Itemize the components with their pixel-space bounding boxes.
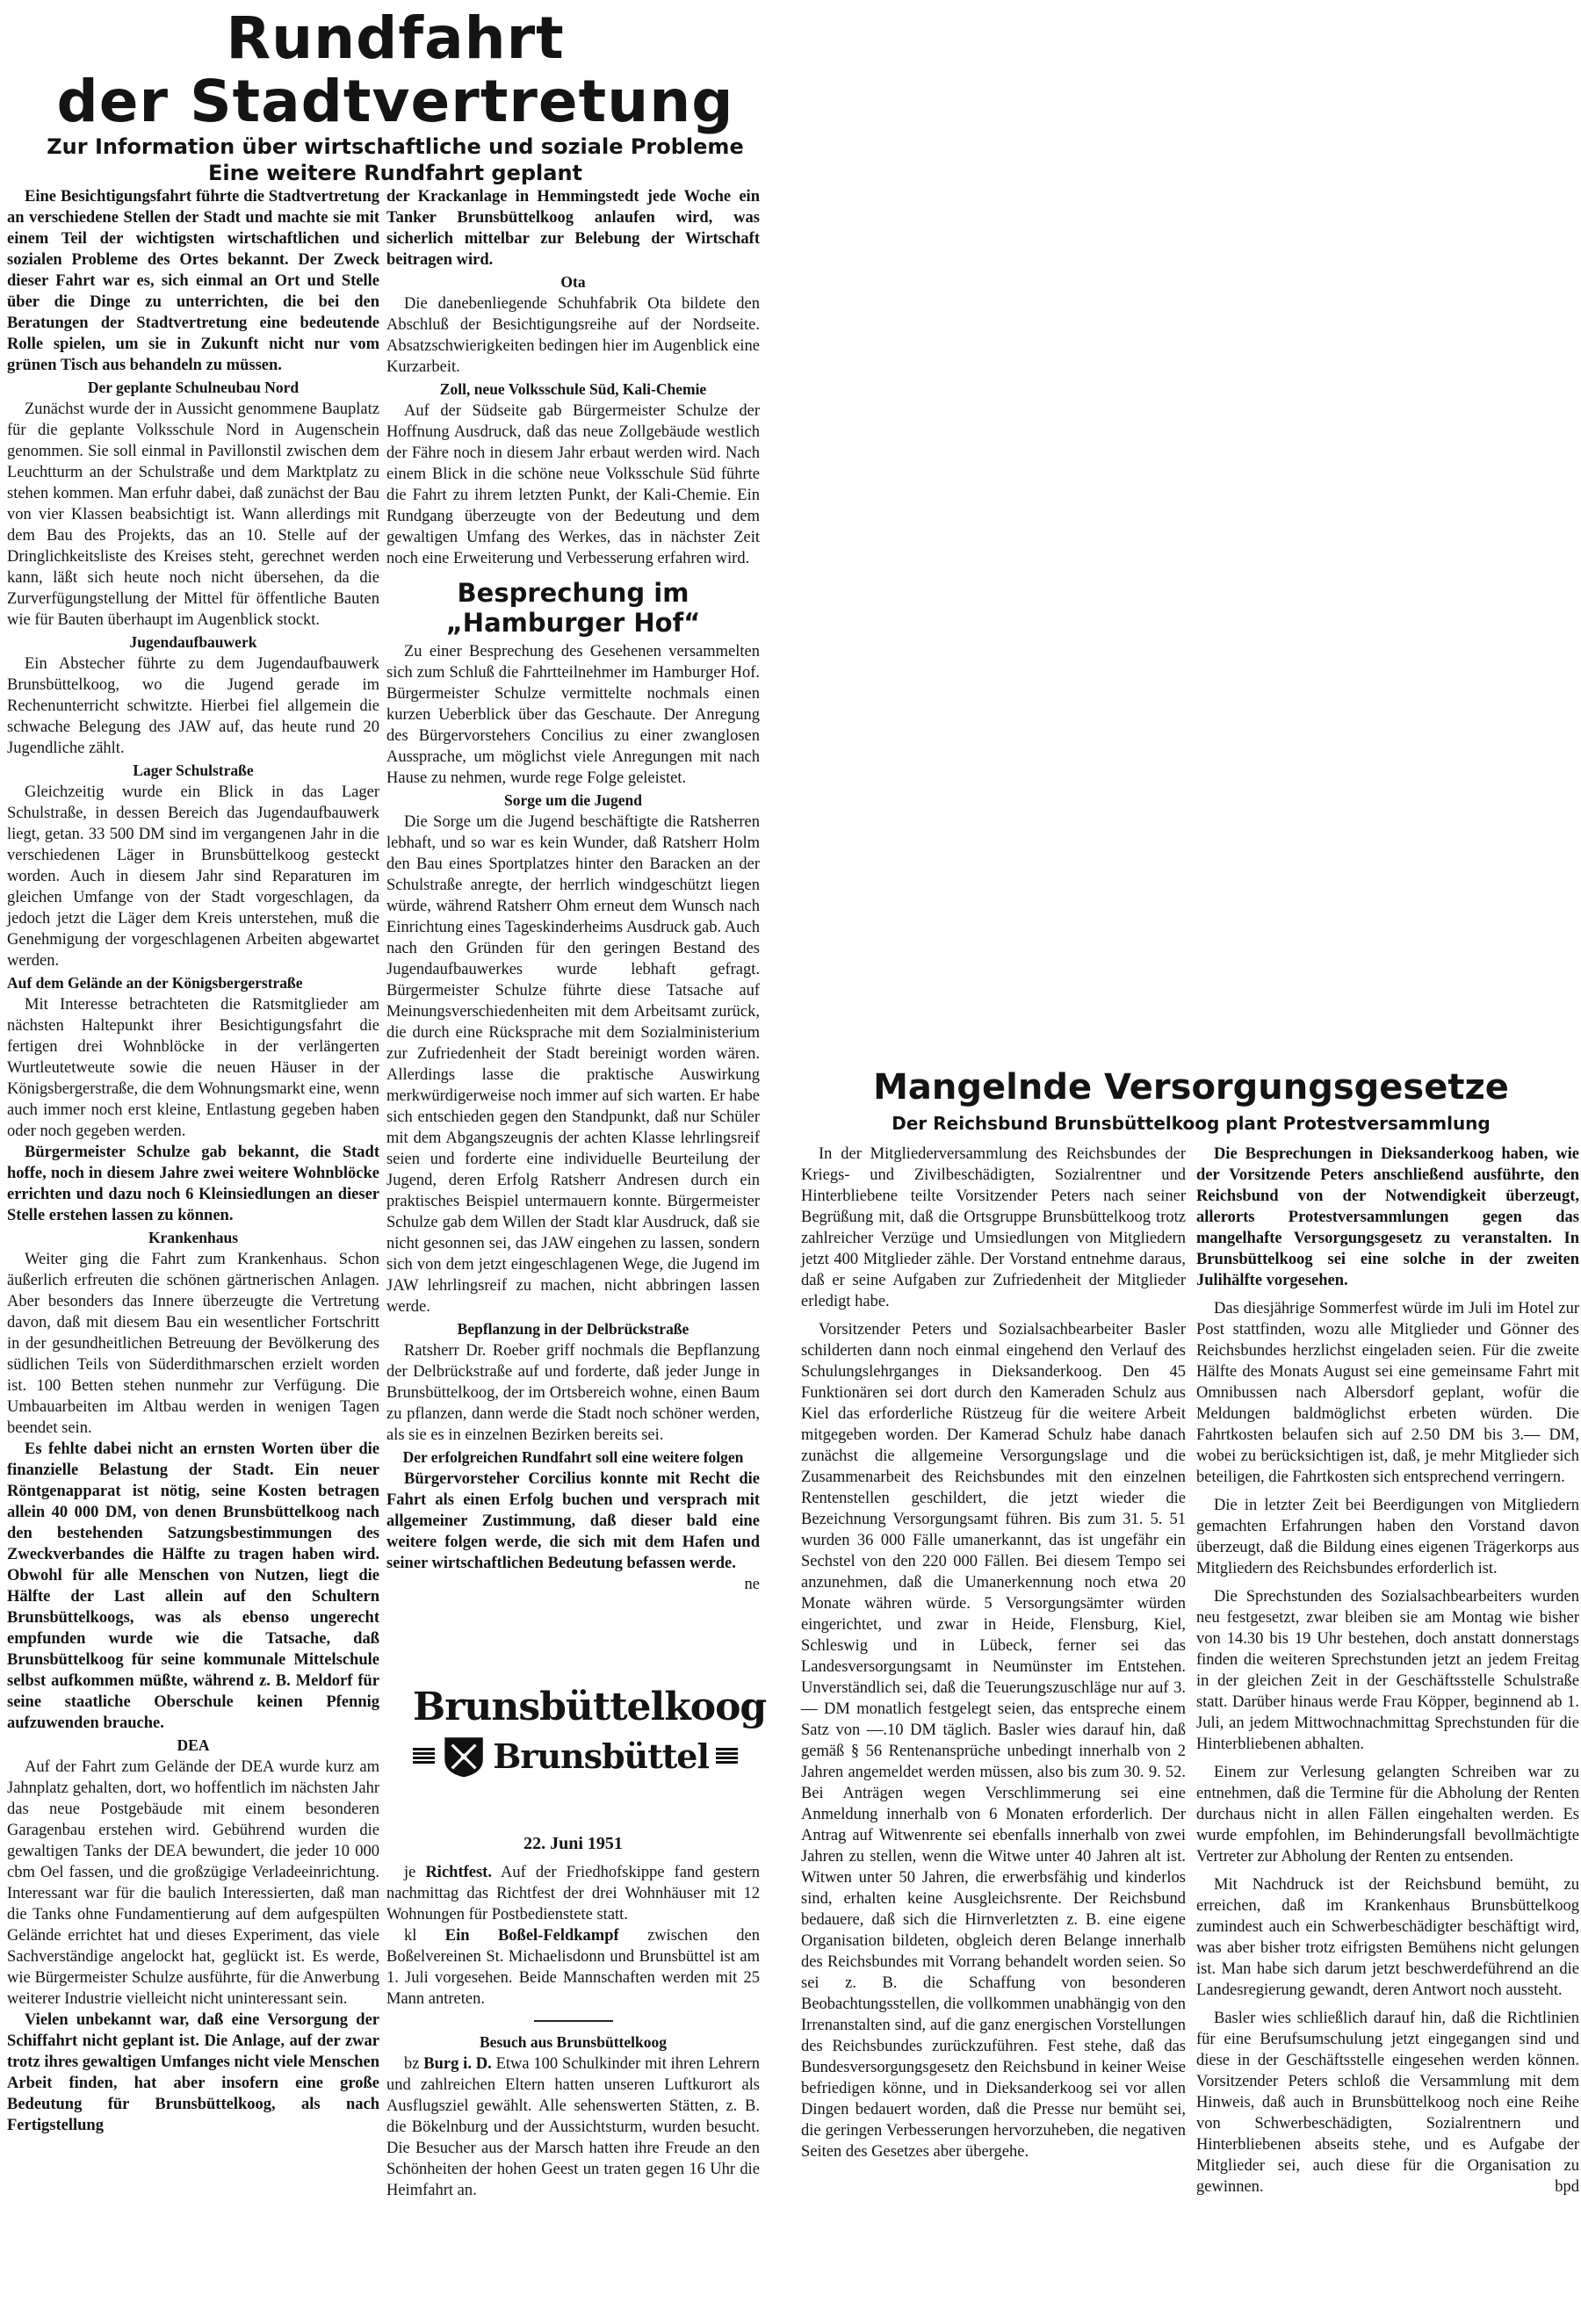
article1-column-1	[7, 186, 379, 2136]
paragraph: Basler wies schließlich darauf hin, daß die Richtlinien für eine Berufsumschulung jetzt eingegangen sind und diese in der Geschäftsstelle eingesehen werden können. Vorsitzender Peters schloß die Versammlung mit dem Hinweis, daß auch in Brunsbüttelkoog noch eine Reihe von Schwerbeschädigten, Sozialrentnern und Hinterbliebenen abseits stehe, und es Aufgabe der Mitglieder sei, auch diese für die Organisation zu gewinnen. bpd	[1196, 2010, 1579, 2196]
section-heading: DEA	[177, 1736, 210, 1754]
paragraph: Die Besprechungen in Dieksanderkoog haben, wie der Vorsitzende Peters anschließend ausführte, den Reichsbund von der Notwendigkeit überzeugt, allerorts Protestversammlungen gegen das mangelhafte Versorgungsgesetz zu veranstalten. In Brunsbüttelkoog sei eine solche in der zweiten Julihälfte vorgesehen.	[1196, 1145, 1579, 1289]
section-heading: Zoll, neue Volksschule Süd, Kali-Chemie	[439, 380, 707, 398]
section-heading: Lager Schulstraße	[133, 761, 254, 779]
paragraph: Mit Interesse betrachteten die Ratsmitglieder am nächsten Haltepunkt ihrer Besichtigungsfahrt die fertigen drei Wohnblöcke in der verlängerten Wurtleutetweute sowie die neuen Häuser in der Königsbergerstraße, die dem Wohnungsmarkt eine, wenn auch immer noch erst kleine, Entlastung gegeben haben oder noch gegeben werden.	[7, 996, 379, 1140]
article2-column-2	[1196, 1144, 1579, 2198]
article1-column-2	[386, 186, 760, 1595]
paragraph: In der Mitgliederversammlung des Reichsbundes der Kriegs- und Zivilbeschädigten, Sozialrentner und Hinterbliebene teilte Vorsitzender Peters nach seiner Begrüßung mit, daß die Ortsgruppe Brunsbüttelkoog trotz zahlreicher Verzüge und Umsiedlungen von Mitgliedern jetzt 400 Mitglieder zähle. Der Vorstand entnehme daraus, daß er seine Aufgaben zur Zufriedenheit der Mitglieder erledigt habe.	[801, 1145, 1186, 1310]
local-news-column	[386, 1862, 760, 2201]
paragraph: Es fehlte dabei nicht an ernsten Worten über die finanzielle Belastung der Stadt. Ein neuer Röntgenapparat ist nötig, seine Kosten betragen allein 40 000 DM, von denen Brunsbüttelkoog nach den bestehenden Satzungsbestimmungen des Zweckverbandes die Hälfte zu tragen haben wird. Obwohl für alle Menschen von Nutzen, liegt die Hälfte der Last allein auf den Schultern Brunsbüttelkoogs, was als ebenso ungerecht empfunden wurde wie die Tatsache, daß Brunsbüttelkoog für seine kommunale Mittelschule selbst aufkommen müßte, während z. B. Meldorf für seine staatliche Oberschule keinen Pfennig aufzuwenden brauche.	[7, 1440, 379, 1732]
section-heading: Ota	[560, 273, 586, 291]
news-item-visit: bz Burg i. D. Etwa 100 Schulkinder mit ihren Lehrern und zahlreichen Eltern hatten unseren Luftkurort als Ausflugsziel gewählt. Alle sehenswerten Stätten, z. B. die Bökelnburg und der Aussichtsturm, wurden besucht. Die Besucher aus der Marsch hatten ihre Freude an den Schönheiten der hohen Geest un traten gegen 16 Uhr die Heimfahrt an.	[386, 2055, 761, 2199]
section-heading: Auf dem Gelände an der Königsbergerstraße	[7, 974, 303, 992]
section-heading: Der erfolgreichen Rundfahrt soll eine weitere folgen	[402, 1448, 744, 1466]
local-news-date: 22. Juni 1951	[523, 1834, 623, 1853]
paragraph: Die Sprechstunden des Sozialsachbearbeiters wurden neu festgesetzt, zwar bleiben sie am Montag wie bisher von 14.30 bis 19 Uhr bestehen, doch anstatt donnerstags finden die weiteren Sprechstunden jetzt an jedem Freitag in der gleichen Zeit in der Geschäftsstelle Schulstraße statt. Darüber hinaus werde Frau Köpper, beginnend ab 1. Juli, an jedem Mittwochnachmittag Sprechstunden für die Hinterbliebenen abhalten.	[1196, 1588, 1579, 1753]
paragraph: Weiter ging die Fahrt zum Krankenhaus. Schon äußerlich erfreuten die schönen gärtnerischen Anlagen. Aber besonders das Innere überzeugte die Vertretung davon, daß mit diesem Bau ein wesentlicher Fortschritt in der gesundheitlichen Betreuung der Bevölkerung des südlichen Teils von Süderdithmarschen erzielt worden ist. 100 Betten stehen nunmehr zur Verfügung. Die Umbauarbeiten im Altbau werden in wenigen Tagen beendet sein.	[7, 1251, 379, 1437]
author-signature: ne	[744, 1576, 760, 1593]
paragraph: Vielen unbekannt war, daß eine Versorgung der Schiffahrt nicht geplant ist. Die Anlage, auf der zwar trotz ihres gewaltigen Umfanges nicht viele Menschen Arbeit finden, hat aber insofern eine große Bedeutung für Brunsbüttelkoog, als nach Fertigstellung	[7, 2011, 379, 2134]
paragraph: der Krackanlage in Hemmingstedt jede Woche ein Tanker Brunsbüttelkoog anlaufen wird, was sicherlich mittelbar zur Belebung der Wirtschaft beitragen wird.	[386, 188, 760, 269]
paragraph: Die Sorge um die Jugend beschäftigte die Ratsherren lebhaft, und so war es kein Wunder, daß Ratsherr Holm den Bau eines Sportplatzes hinter den Baracken an der Schulstraße anregte, der herrlich windgeschützt liegen würde, während Ratsherr Ohm erneut dem Wunsch nach Einrichtung eines Tageskinderheims Ausdruck gab. Auch nach den Gründen für den geringen Bestand des Jugendaufbauwerkes wurde lebhaft gefragt. Bürgermeister Schulze führte diese Tatsache auf Meinungsverschiedenheiten mit dem Arbeitsamt zurück, die durch eine Rücksprache mit dem Sozialministerium zur Zufriedenheit der Stadt bereinigt worden wären. Allerdings lasse die praktische Auswirkung merkwürdigerweise noch immer auf sich warten. Er habe sich entschieden gegen den Standpunkt, daß nur Schüler mit dem Abgangszeugnis der achten Klasse lehrlingsreif seien und forderte eine individuelle Beurteilung der Jugend, deren Erfolg Ratsherr Andresen durch ein praktisches Beispiel untermauern konnte. Bürgermeister Schulze gab dem Willen der Stadt klar Ausdruck, daß sie nicht gesonnen sei, das JAW eingehen zu lassen, sondern sich von dem jetzt eingeschlagenen Wege, die Jugend im JAW lehrlingsreif zu machen, nicht abbringen lassen werde.	[386, 813, 760, 1316]
paragraph-gap	[1196, 1291, 1579, 1298]
article2-headline: Mangelnde Versorgungsgesetze	[873, 1067, 1509, 1108]
paragraph-gap	[1196, 1488, 1579, 1495]
paragraph: Vorsitzender Peters und Sozialsachbearbeiter Basler schilderten dann noch einmal eingehend den Verlauf des Schulungslehrganges in Dieksanderkoog. Den 45 Funktionären sei dort durch den Kameraden Schulz aus Kiel das erforderliche Rüstzeug für die weitere Arbeit mitgegeben worden. Der Kamerad Schulz habe danach zunächst die allgemeine Versorgungslage und die Zusammenarbeit des Reichsbundes mit den einzelnen Rentenstellen geschildert, die jetzt wieder die Bezeichnung Versorgungsamt führen. Bis zum 31. 5. 51 wurden 36 000 Fälle umanerkannt, das ist ungefähr ein Sechstel von den 220 000 Fällen. Bei diesem Tempo sei anzunehmen, daß die Umanerkennung noch etwa 20 Monate währen würde. 5 Versorgungsämter würden eingerichtet, und zwar in Heide, Flensburg, Kiel, Schleswig und in Lübeck, ferner sei das Landesversorgungsamt in Neumünster im Entstehen. Unverständlich sei, daß die Teuerungszuschläge nur auf 3.— DM monatlich festgelegt seien, das entspreche einem Satz von —.10 DM täglich. Basler wies darauf hin, daß gemäß § 56 Rentenansprüche unbedingt innerhalb von 2 Jahren angemeldet werden müssen, also bis zum 30. 9. 52. Bei Anträgen wegen Verschlimmerung sei eine Anmeldung innerhalb von 6 Monaten erforderlich. Der Antrag auf Witwenrente sei ebenfalls innerhalb von zwei Jahren zu stellen, wenn die Witwe unter 40 Jahren alt ist. Witwen unter 50 Jahren, die erwerbsfähig und kinderlos sind, erhalten keine Ausgleichsrente. Der Reichsbund bedauere, daß sich die Hirnverletzten z. B. eine eigene Organisation bildeten, obgleich deren Belange innerhalb des Reichsbundes mit Vorrang behandelt worden seien. So sei z. B. die Schaffung von besonderen Beobachtungsstellen, die vollkommen unabhängig von den Irrenanstalten sind, auf die ganz energischen Vorstellungen des Reichsbundes zurückzuführen. Fest stehe, daß das Bundesversorgungsgesetz den Reichsbund in keiner Weise befriedigen könne, und in Dieksanderkoog sei vor allen Dingen bedauert worden, daß die Presse nur bemüht sei, die geringen Verbesserungen hervorzuheben, die negativen Seiten des Gesetzes aber übergehe.	[801, 1321, 1186, 2161]
section-heading-large: Besprechung im „Hamburger Hof“	[445, 578, 701, 638]
section-heading: Sorge um die Jugend	[503, 791, 643, 809]
article-headline: Rundfahrt der Stadtvertretung	[56, 4, 734, 135]
paragraph: Eine Besichtigungsfahrt führte die Stadtvertretung an verschiedene Stellen der Stadt und machte sie mit einem Teil der wichtigsten wirtschaftlichen und sozialen Probleme des Ortes bekannt. Der Zweck dieser Fahrt war es, sich einmal an Ort und Stelle über die Dinge zu unterrichten, die bei den Beratungen der Stadtvertretung eine bedeutende Rolle spielen, um sie in Zukunft nicht nur vom grünen Tisch aus behandeln zu müssen.	[7, 188, 379, 374]
article-subheadline: Zur Information über wirtschaftliche und soziale Probleme Eine weitere Rundfahrt geplant	[47, 134, 744, 185]
author-signature: bpd	[1555, 2178, 1579, 2196]
section-heading: Bepflanzung in der Delbrückstraße	[457, 1320, 689, 1338]
paragraph: Zu einer Besprechung des Gesehenen versammelten sich zum Schluß die Fahrtteilnehmer im Hamburger Hof. Bürgermeister Schulze vermittelte nochmals einen kurzen Ueberblick über das Geschaute. Der Anregung des Bürgervorstehers Concilius zu einer zwanglosen Aussprache, um möglichst viele Anregungen mit nach Hause zu nehmen, wurde rege Folge geleistet.	[386, 643, 760, 787]
paragraph: Bürgermeister Schulze gab bekannt, die Stadt hoffe, noch in diesem Jahre zwei weitere Wohnblöcke errichten und dazu noch 6 Kleinsiedlungen an dieser Stelle erstehen lassen zu können.	[7, 1144, 379, 1224]
coat-of-arms-icon	[442, 1730, 486, 1783]
paragraph-gap	[1196, 1755, 1579, 1762]
section-heading: Der geplante Schulneubau Nord	[87, 379, 300, 396]
paragraph: Bürgervorsteher Corcilius konnte mit Recht die Fahrt als einen Erfolg buchen und versprach mit allgemeiner Zustimmung, daß dieser bald eine weitere folgen werde, die sich mit dem Hafen und seiner wirtschaftlichen Bedeutung befassen werde. ne	[386, 1470, 760, 1593]
logo-bars	[413, 1748, 435, 1765]
paragraph: Auf der Fahrt zum Gelände der DEA wurde kurz am Jahnplatz gehalten, dort, wo hoffentlich im nächsten Jahr das neue Postgebäude mit einem besonderen Garagenbau erstehen wird. Gebührend wurden die gewaltigen Tanks der DEA bewundert, die jeder 10 000 cbm Oel fassen, und die großzügige Verladeeinrichtung. Interessant war für die baulich Interessierten, daß man die Tanks ohne Fundamentierung auf dem aufgespülten Gelände errichtet hat und dieses Experiment, das viele Sachverständige angelockt hat, geglückt ist. Es werde, wie Bürgermeister Schulze ausführte, für die Anwerbung weiterer Industrie vielleicht nicht uninteressant sein.	[7, 1758, 379, 2008]
news-heading-visit: Besuch aus Brunsbüttelkoog	[480, 2033, 667, 2051]
paragraph: Ein Abstecher führte zu dem Jugendaufbauwerk Brunsbüttelkoog, wo die Jugend gerade im Rechenunterricht schwitzte. Hierbei fiel allgemein die schwache Belegung des JAW auf, das heute rund 20 Jugendliche zählt.	[7, 655, 379, 757]
paragraph-gap	[1196, 1867, 1579, 1874]
article2-subheadline: Der Reichsbund Brunsbüttelkoog plant Protestversammlung	[892, 1113, 1491, 1134]
town-logo: Brunsbüttelkoog Brunsbüttel	[413, 1685, 738, 1790]
paragraph-gap	[1196, 2001, 1579, 2008]
paragraph-gap	[801, 1312, 1186, 1319]
article2-column-1	[801, 1144, 1186, 2162]
paragraph: Auf der Südseite gab Bürgermeister Schulze der Hoffnung Ausdruck, daß das neue Zollgebäude westlich der Fähre noch in diesem Jahr erbaut werden wird. Nach einem Blick in die schöne neue Volksschule Süd führte die Fahrt zu ihrem letzten Punkt, der Kali-Chemie. Ein Rundgang überzeugte von der Bedeutung und dem gewaltigen Umfang des Werkes, das in nächster Zeit noch eine Erweiterung und Verbesserung erfahren wird.	[386, 402, 760, 567]
paragraph-gap	[1196, 1579, 1579, 1586]
paragraph: Die danebenliegende Schuhfabrik Ota bildete den Abschluß der Besichtigungsreihe auf der Nordseite. Absatzschwierigkeiten bedingen hier im Augenblick eine Kurzarbeit.	[386, 295, 760, 376]
logo-bars	[716, 1748, 738, 1765]
paragraph: Ratsherr Dr. Roeber griff nochmals die Bepflanzung der Delbrückstraße auf und forderte, daß jeder Junge in Brunsbüttelkoog, der im Ortsbereich wohne, einen Baum zu pflanzen, dann werde die Stadt noch schöner werden, als sie es in einzelnen Bezirken bereits sei.	[386, 1342, 760, 1444]
paragraph: Gleichzeitig wurde ein Blick in das Lager Schulstraße, in dessen Bereich das Jugendaufbauwerk liegt, getan. 33 500 DM sind im vergangenen Jahr in die verschiedenen Läger in Brunsbüttelkoog gesteckt worden. Auch in diesem Jahr sind Reparaturen im gleichen Umfange von der Stadt vorgeschlagen, da jedoch jetzt die Läger dem Kreis unterstehen, muß die Genehmigung der vorgeschlagenen Arbeiten abgewartet werden.	[7, 783, 379, 970]
section-heading: Jugendaufbauwerk	[129, 633, 257, 651]
news-item-bosseln: kl Ein Boßel-Feldkampf zwischen den Boßelvereinen St. Michaelisdonn und Brunsbüttel ist am 1. Juli vorgesehen. Beide Mannschaften werden mit 25 Mann antreten.	[386, 1927, 760, 2008]
paragraph: Die in letzter Zeit bei Beerdigungen von Mitgliedern gemachten Erfahrungen haben den Vorstand davon überzeugt, daß die Bildung eines eigenen Trägerkorps aus Mitgliedern des Reichsbundes erforderlich ist.	[1196, 1497, 1579, 1577]
news-item-richtfest: je Richtfest. Auf der Friedhofskippe fand gestern nachmittag das Richtfest der drei Wohnhäuser mit 12 Wohnungen für Postbedienstete statt.	[386, 1864, 761, 1923]
paragraph: Mit Nachdruck ist der Reichsbund bemüht, zu erreichen, daß im Krankenhaus Brunsbüttelkoog zumindest auch ein Schwerbeschädigter beschäftigt wird, was aber bisher trotz eifrigsten Bemühens nicht gelungen ist. Man habe sich darum jetzt beschwerdeführend an die Landesregierung gewandt, deren Antwort noch aussteht.	[1196, 1876, 1579, 1999]
divider	[534, 2020, 613, 2022]
paragraph: Zunächst wurde der in Aussicht genommene Bauplatz für die geplante Volksschule Nord in Augenschein genommen. Sie soll einmal in Pavillonstil zwischen dem Leuchtturm an der Schulstraße und dem Marktplatz zu stehen kommen. Man erfuhr dabei, daß zunächst der Bau von vier Klassen beabsichtigt ist. Wann allerdings mit dem Bau des Projekts, das an 10. Stelle auf der Dringlichkeitsliste des Kreises steht, gerechnet werden kann, läßt sich heute noch nicht übersehen, da die Zurverfügungstellung der Mittel für öffentliche Bauten wie für Bauten überhaupt im Augenblick stockt.	[7, 401, 379, 629]
paragraph: Das diesjährige Sommerfest würde im Juli im Hotel zur Post stattfinden, wozu alle Mitglieder und Gönner des Reichsbundes herzlichst eingeladen seien. Für die zweite Hälfte des Monats August sei eine gemeinsame Fahrt mit Omnibussen nach Albersdorf geplant, wofür die Meldungen baldmöglichst erbeten würden. Die Fahrtkosten belaufen sich auf 2.50 DM bis 3.— DM, wobei zu berücksichtigen ist, daß, je mehr Mitglieder sich beteiligen, die Fahrtkosten sich entsprechend verringern.	[1196, 1300, 1579, 1486]
section-heading: Krankenhaus	[148, 1229, 239, 1246]
paragraph: Einem zur Verlesung gelangten Schreiben war zu entnehmen, daß die Termine für die Abholung der Renten durchaus nicht in allen Fällen eingehalten werden. Es wurde empfohlen, im Behinderungsfall bevollmächtigte Vertreter zur Abholung der Renten zu entsenden.	[1196, 1764, 1579, 1866]
